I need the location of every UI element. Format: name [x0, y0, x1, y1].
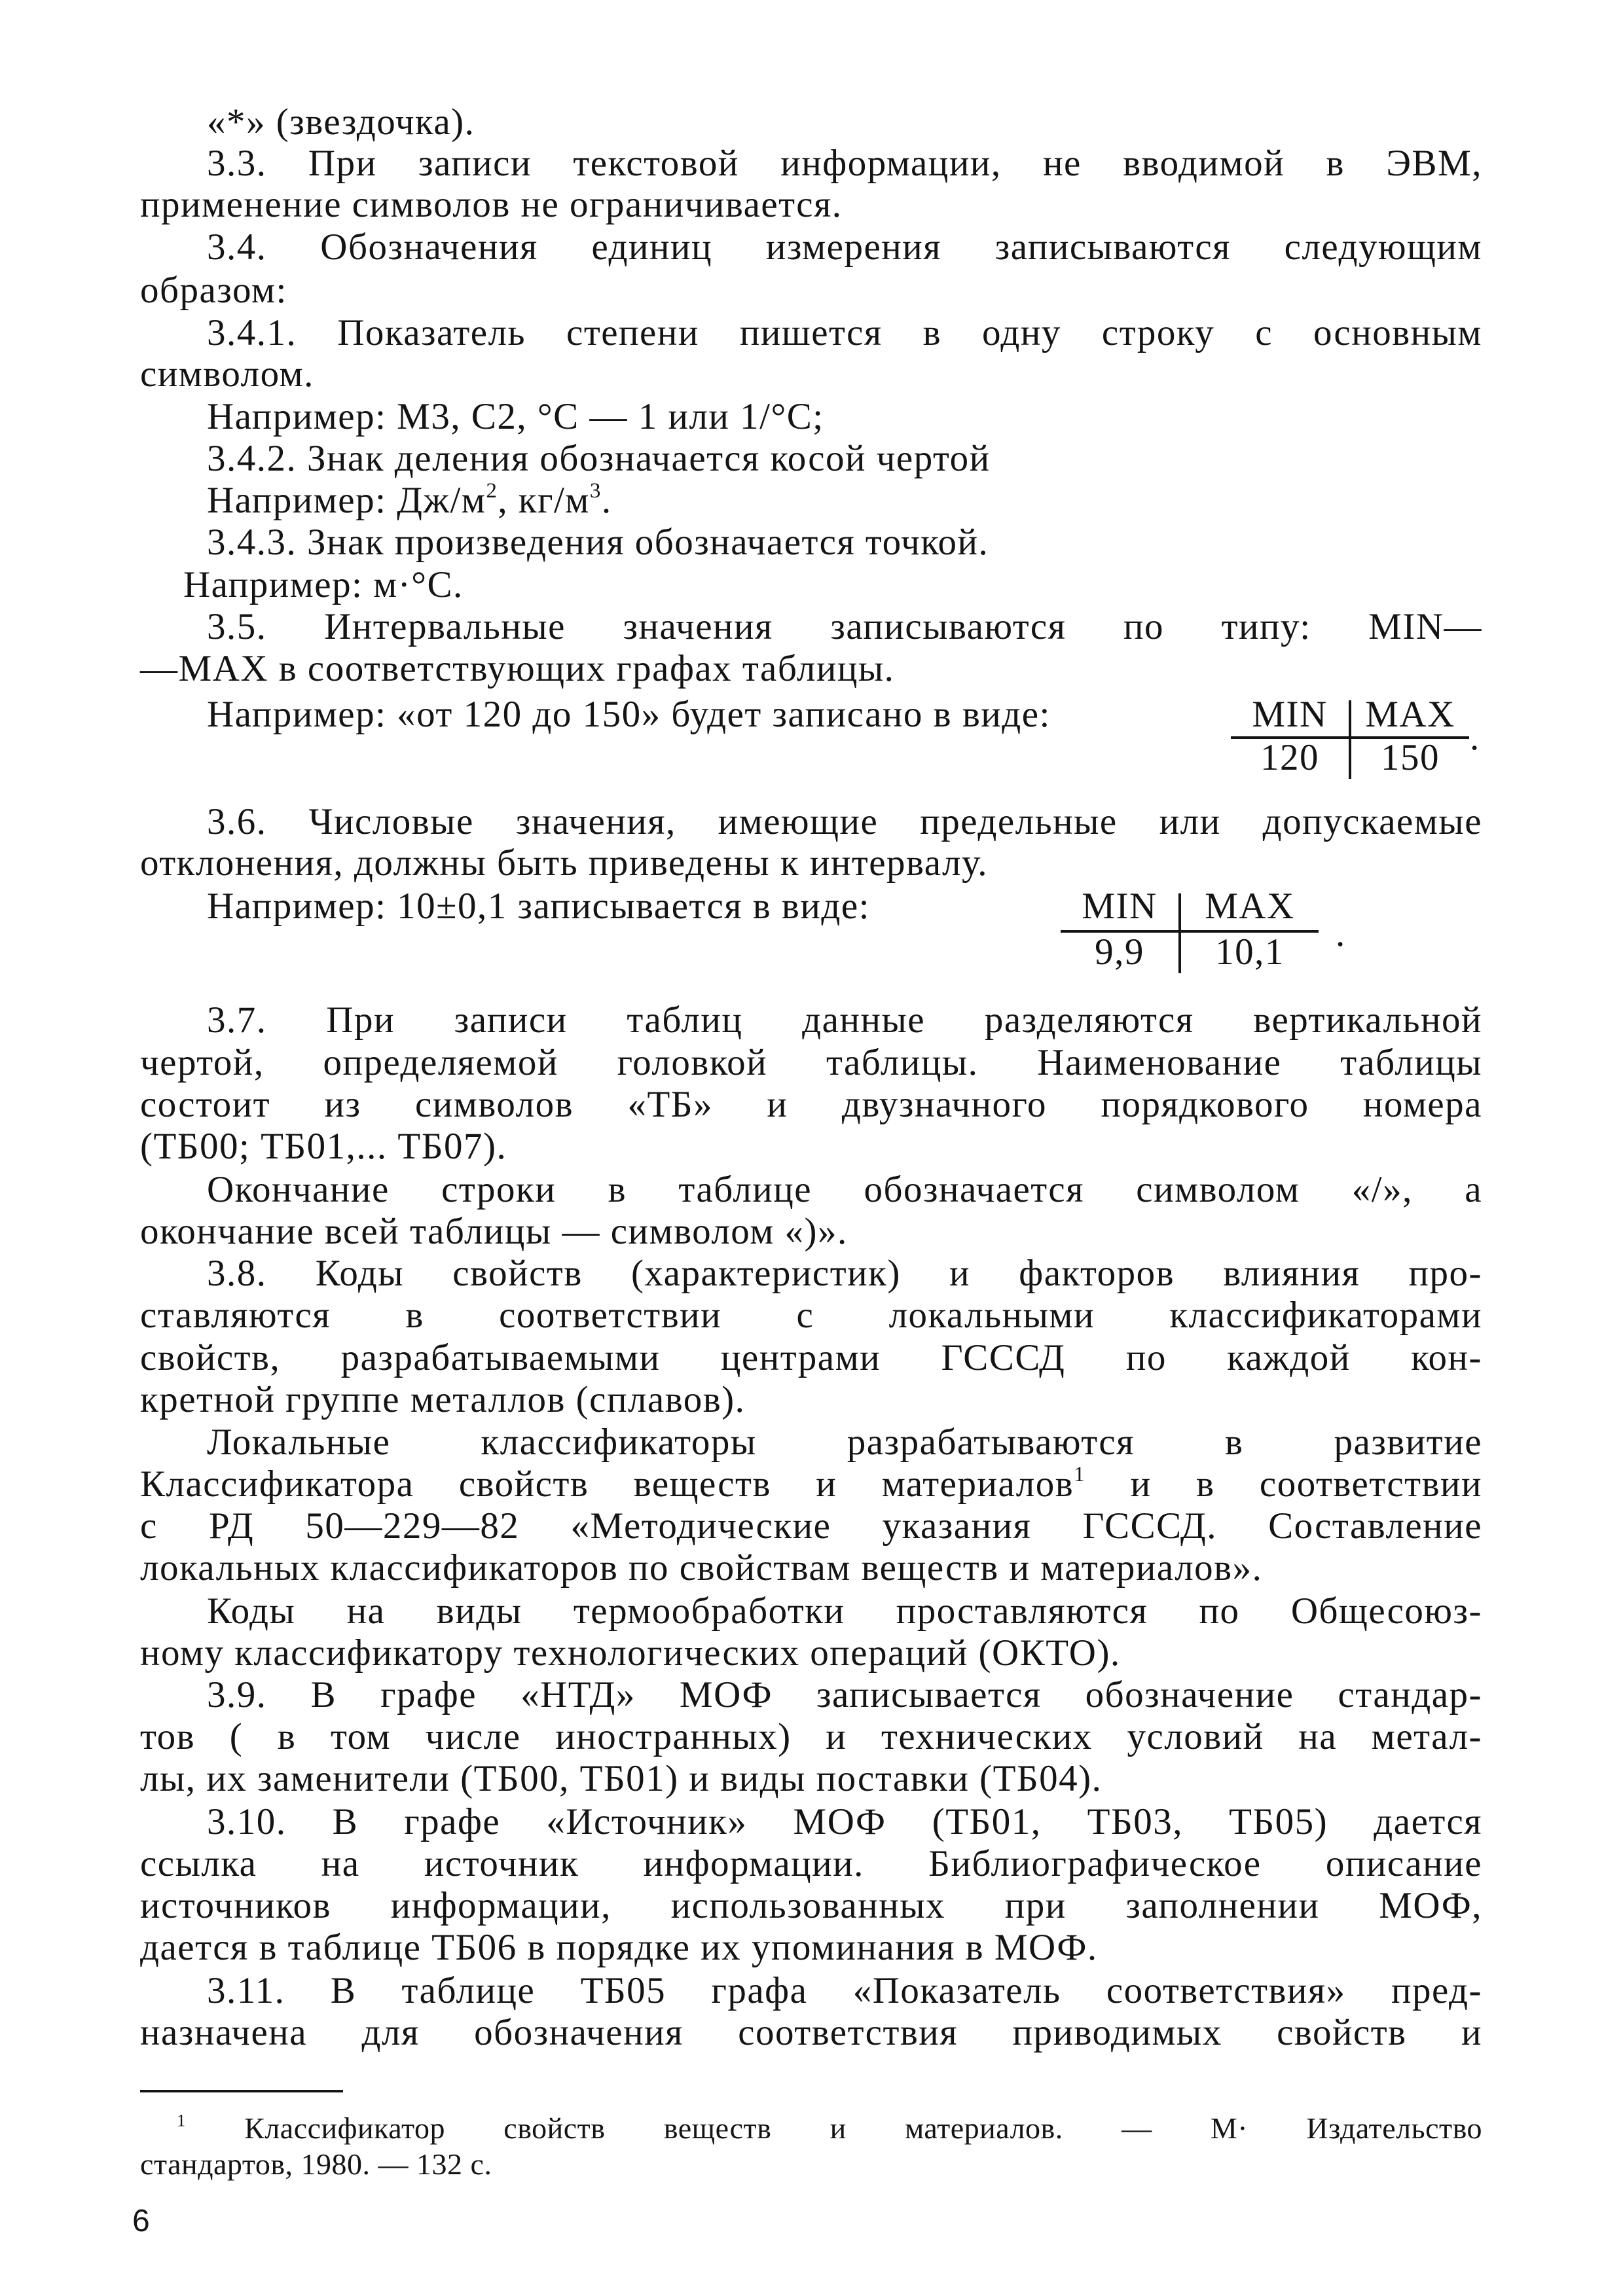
text-line: 3.9. В графе «НТД» МОФ записывается обозначение стандар- [207, 1674, 1482, 1715]
fraction-max-label: MAX [1365, 694, 1455, 735]
text-line: ному классификатору технологических операций (ОКТО). [140, 1632, 1121, 1674]
text-line: назначена для обозначения соответствия приводимых свойств и [140, 2012, 1482, 2053]
units-example-mid: , кг/м [498, 480, 590, 521]
text-line: локальных классификаторов по свойствам веществ и материалов». [140, 1547, 1263, 1588]
classifier-line [140, 1463, 1482, 1506]
fraction-min-value: 120 [1260, 737, 1319, 778]
text-line: кретной группе металлов (сплавов). [140, 1379, 746, 1420]
fraction-min-label: MIN [1252, 694, 1328, 735]
text-line: применение символов не ограничивается. [140, 184, 843, 225]
footnote-text: Классификатор свойств веществ и материалов. — М· Издательство [244, 2111, 1483, 2145]
text-line: свойств, разрабатываемыми центрами ГСССД по каждой кон- [140, 1337, 1482, 1378]
units-example-line [207, 480, 1482, 522]
text-line: Коды на виды термообработки проставляются по Общесоюз- [207, 1590, 1482, 1632]
text-line: (ТБ00; ТБ01,... ТБ07). [140, 1126, 507, 1167]
text-line: Окончание строки в таблице обозначается символом «/», а [207, 1169, 1482, 1210]
footnote-separator [140, 2090, 343, 2092]
fraction-max-value: 10,1 [1215, 931, 1285, 973]
text-line: Локальные классификаторы разрабатываются в развитие [207, 1422, 1482, 1463]
text-line: источников информации, использованных при заполнении МОФ, [140, 1885, 1482, 1926]
superscript-two: 2 [486, 478, 498, 503]
text-line: 3.4.3. Знак произведения обозначается точкой. [207, 522, 989, 563]
text-line: 3.3. При записи текстовой информации, не вводимой в ЭВМ, [207, 143, 1482, 184]
text-line: 3.4.2. Знак деления обозначается косой чертой [207, 438, 991, 479]
text-line: 3.6. Числовые значения, имеющие предельные или допускаемые [207, 801, 1482, 842]
interval-fraction-2 [1061, 886, 1336, 977]
text-line: 3.7. При записи таблиц данные разделяются вертикальной [207, 999, 1482, 1041]
fraction-min-label: MIN [1082, 886, 1158, 927]
superscript-three: 3 [589, 478, 602, 503]
text-line: 3.4. Обозначения единиц измерения записываются следующим [207, 226, 1482, 268]
text-line: тов ( в том числе иностранных) и технических условий на метал- [140, 1716, 1482, 1757]
page-number: 6 [132, 2204, 150, 2238]
fraction-dot: . [1470, 717, 1480, 758]
text-line: —MAX в соответствующих графах таблицы. [140, 648, 895, 689]
text-line: 3.10. В графе «Источник» МОФ (ТБ01, ТБ03, ТБ05) дается [207, 1801, 1482, 1842]
classifier-text: Классификатора свойств веществ и материалов [140, 1463, 1074, 1505]
footnote-reference: 1 [1074, 1462, 1086, 1486]
fraction-dot: . [1336, 913, 1346, 954]
text-line: образом: [140, 270, 287, 311]
text-line: ставляются в соответствии с локальными классификаторами [140, 1295, 1482, 1336]
fraction-max-label: MAX [1205, 886, 1295, 927]
text-line: с РД 50—229—82 «Методические указания ГСССД. Составление [140, 1505, 1482, 1547]
text-line: 3.11. В таблице ТБ05 графа «Показатель соответствия» пред- [207, 1970, 1482, 2011]
text-line: Например: М3, С2, °С — 1 или 1/°С; [207, 396, 824, 437]
text-line: дается в таблице ТБ06 в порядке их упоминания в МОФ. [140, 1927, 1098, 1968]
text-line: 3.8. Коды свойств (характеристик) и факторов влияния про- [207, 1253, 1482, 1294]
units-example-prefix: Например: Дж/м [207, 480, 486, 521]
text-line: символом. [140, 353, 314, 395]
text-line: Например: 10±0,1 записывается в виде: [207, 886, 870, 927]
units-example-end: . [601, 480, 612, 521]
text-line: окончание всей таблицы — символом «)». [140, 1211, 848, 1252]
fraction-min-value: 9,9 [1095, 931, 1144, 973]
footnote-line: стандартов, 1980. — 132 с. [140, 2147, 492, 2181]
footnote-mark: 1 [177, 2110, 186, 2130]
text-line: 3.4.1. Показатель степени пишется в одну строку с основным [207, 312, 1482, 353]
text-line: Например: м·°С. [183, 564, 464, 605]
text-line: состоит из символов «ТБ» и двузначного порядкового номера [140, 1084, 1482, 1125]
footnote-line [177, 2111, 1482, 2146]
text-line: «*» (звездочка). [207, 101, 475, 143]
text-line: Например: «от 120 до 150» будет записано в виде: [207, 694, 1051, 735]
text-line: ссылка на источник информации. Библиографическое описание [140, 1843, 1482, 1884]
text-line: отклонения, должны быть приведены к интервалу. [140, 842, 989, 884]
interval-fraction-1 [1231, 694, 1493, 782]
classifier-rest: и в соответствии [1085, 1463, 1482, 1505]
text-line: лы, их заменители (ТБ00, ТБ01) и виды поставки (ТБ04). [140, 1758, 1103, 1799]
text-line: 3.5. Интервальные значения записываются по типу: MIN— [207, 606, 1482, 647]
text-line: чертой, определяемой головкой таблицы. Наименование таблицы [140, 1042, 1482, 1083]
fraction-max-value: 150 [1381, 737, 1440, 778]
